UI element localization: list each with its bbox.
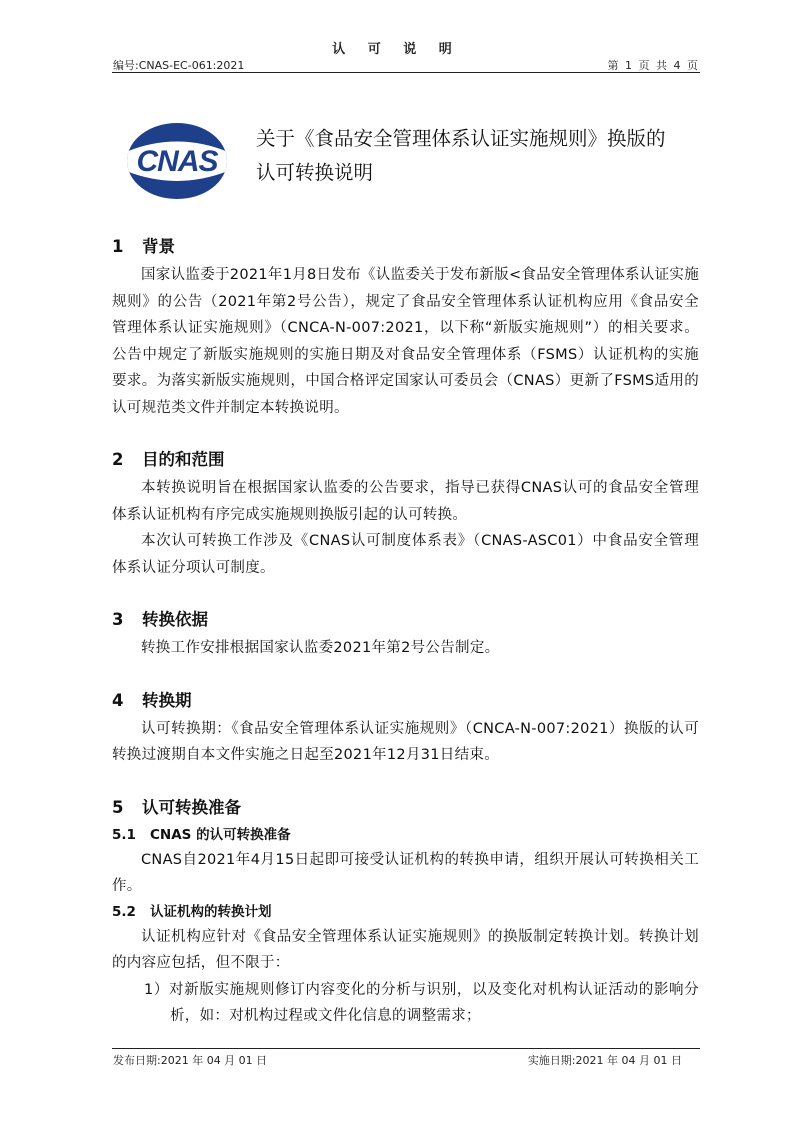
section-title: 转换期 <box>142 690 192 710</box>
cnas-logo-icon <box>125 121 229 201</box>
section-heading <box>112 605 699 635</box>
effective-date: 实施日期:2021 年 04 月 01 日 <box>527 1054 682 1067</box>
subsection-title: 认证机构的转换计划 <box>150 903 272 920</box>
section-title: 转换依据 <box>142 610 208 629</box>
paragraph: 认可转换期：《食品安全管理体系认证实施规则》（CNCA-N-007:2021）换版的认可转换过渡期自本文件实施之日起至2021年12月31日结束。 <box>112 720 699 763</box>
paragraph: 本转换说明旨在根据国家认监委的公告要求，指导已获得CNAS认可的食品安全管理体系认证机构有序完成实施规则换版引起的认可转换。 <box>112 480 699 523</box>
paragraph: 转换工作安排根据国家认监委2021年第2号公告制定。 <box>141 640 500 656</box>
paragraph: CNAS自2021年4月15日起即可接受认证机构的转换申请，组织开展认可转换相关工作。 <box>112 851 699 894</box>
document-number: 编号:CNAS-EC-061:2021 <box>113 59 245 72</box>
paragraph: 国家认监委于2021年1月8日发布《认监委关于发布新版<食品安全管理体系认证实施规则》的公告（2021年第2号公告），规定了食品安全管理体系认证机构应用《食品安全管理体系认证实施规则》（CNCA-N-007:2021，以下称“新版实施规则”）的相关要求。公告中规定了新版实施规则的实施日期及对食品安全管理体系（FSMS）认证机构的实施要求。为落实新版实施规则，中国合格评定国家认可委员会（CNAS）更新了FSMS适用的认可规范类文件并制定本转换说明。 <box>112 267 699 416</box>
section-title: 背景 <box>142 237 175 256</box>
header-divider <box>112 72 700 73</box>
section-number: 5 <box>112 797 124 817</box>
subsection-number: 5.1 <box>112 826 136 843</box>
document-title-line2: 认可转换说明 <box>256 161 374 184</box>
subsection-title: CNAS 的认可转换准备 <box>150 826 291 843</box>
paragraph: 本次认可转换工作涉及《CNAS认可制度体系表》（CNAS-ASC01）中食品安全管理体系认证分项认可制度。 <box>112 533 699 576</box>
section-number: 3 <box>112 610 124 629</box>
document-type-title: 认 可 说 明 <box>332 42 461 57</box>
list-item: 1）对新版实施规则修订内容变化的分析与识别，以及变化对机构认证活动的影响分析，如：对机构过程或文件化信息的调整需求； <box>144 981 699 1024</box>
footer-divider <box>112 1048 700 1049</box>
section-number: 4 <box>112 690 124 710</box>
section-heading <box>112 445 699 475</box>
subsection-number: 5.2 <box>112 903 136 920</box>
document-body <box>112 232 699 1030</box>
section-heading <box>112 686 699 716</box>
section-title: 目的和范围 <box>142 450 225 469</box>
document-title <box>256 122 706 190</box>
subsection-heading <box>112 823 699 847</box>
section-heading <box>112 232 699 262</box>
section-title: 认可转换准备 <box>142 797 241 817</box>
page-indicator: 第 1 页 共 4 页 <box>607 59 698 72</box>
cnas-logo <box>125 121 229 201</box>
issue-date: 发布日期:2021 年 04 月 01 日 <box>113 1054 268 1067</box>
section-heading <box>112 793 699 823</box>
document-title-line1: 关于《食品安全管理体系认证实施规则》换版的 <box>256 127 666 150</box>
subsection-heading <box>112 900 699 924</box>
section-number: 1 <box>112 237 124 256</box>
section-number: 2 <box>112 450 124 469</box>
svg-text:CNAS: CNAS <box>136 145 218 178</box>
paragraph: 认证机构应针对《食品安全管理体系认证实施规则》的换版制定转换计划。转换计划的内容应包括，但不限于： <box>112 928 699 971</box>
